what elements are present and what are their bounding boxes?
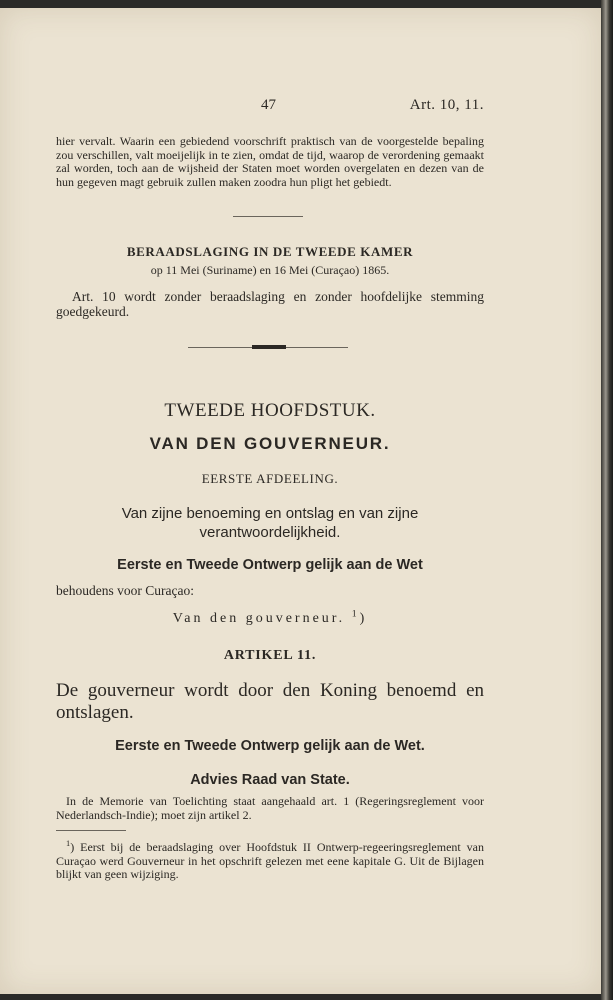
beraadslaging-date: op 11 Mei (Suriname) en 16 Mei (Curaçao) 1865. [150,263,390,277]
separator-rule [233,216,303,217]
footnote-rule [56,830,126,831]
chapter-title: TWEEDE HOOFDSTUK. [164,400,376,421]
footnote-text: Eerst bij de beraadslaging over Hoofdstuk II Ontwerp-regeeringsreglement van Curaçao werd Gouverneur in het opschrift gelezen met eene kapitale G. Uit de Bijlagen blijkt van geen wijziging. [56,840,485,881]
book-page [0,8,601,994]
running-head [56,97,484,117]
page-number: 47 [261,97,276,113]
footnote: $^1$) Eerst bij de beraadslaging over Hoofdstuk II Ontwerp-regeeringsreglement van Curaçao werd Gouverneur in het opschrift gelezen met eene kapitale G. Uit de Bijlagen blijkt van geen wijziging. [56,839,485,881]
beraadslaging-text: Art. 10 wordt zonder beraadslaging en zonder hoofdelijke stemming goedgekeurd. [56,289,484,319]
ontwerp-note: behoudens voor Curaçao: [56,583,194,598]
artikel-heading: ARTIKEL 11. [223,648,317,663]
ornament-bar [252,345,286,349]
book-edge [601,0,613,1000]
article-reference: Art. 10, 11. [409,97,484,113]
footnote-mark: 1 [66,839,71,848]
top-paragraph: hier vervalt. Waarin een gebiedend voorschrift praktisch van de voorgestelde bepaling zou verschillen, valt moeijelijk in te zien, omdat de tijd, waarop de verordening gemaakt zal worden, toch aan de wijsheid der Staten moet worden overgelaten en dezen van de hun gegeven magt gebruik zullen maken zoodra hun pligt het gebiedt. [56,134,484,189]
artikel-text: De gouverneur wordt door den Koning benoemd en ontslagen. [56,680,484,723]
afdeeling-title: Van zijne benoeming en ontslag en van zijne verantwoordelijkheid. [121,505,419,541]
raad-van-state-text: In de Memorie van Toelichting staat aangehaald art. 1 (Regeringsreglement voor Nederlandsch-Indie); moet zijn artikel 2. [56,794,484,822]
chapter-subtitle: VAN DEN GOUVERNEUR. [149,434,391,453]
afdeeling-heading: EERSTE AFDEELING. [201,471,339,486]
footnote-reference: 1 [351,608,360,620]
ontwerp-heading-1: Eerste en Tweede Ontwerp gelijk aan de Wet [117,557,423,573]
curacao-title: Van den gouverneur. $^1$) [172,608,368,626]
curacao-title-text: Van den gouverneur. [172,611,346,626]
beraadslaging-heading: BERAADSLAGING IN DE TWEEDE KAMER [126,244,414,259]
ontwerp-heading-2: Eerste en Tweede Ontwerp gelijk aan de Wet. [115,738,425,754]
raad-van-state-heading: Advies Raad van State. [190,772,350,788]
